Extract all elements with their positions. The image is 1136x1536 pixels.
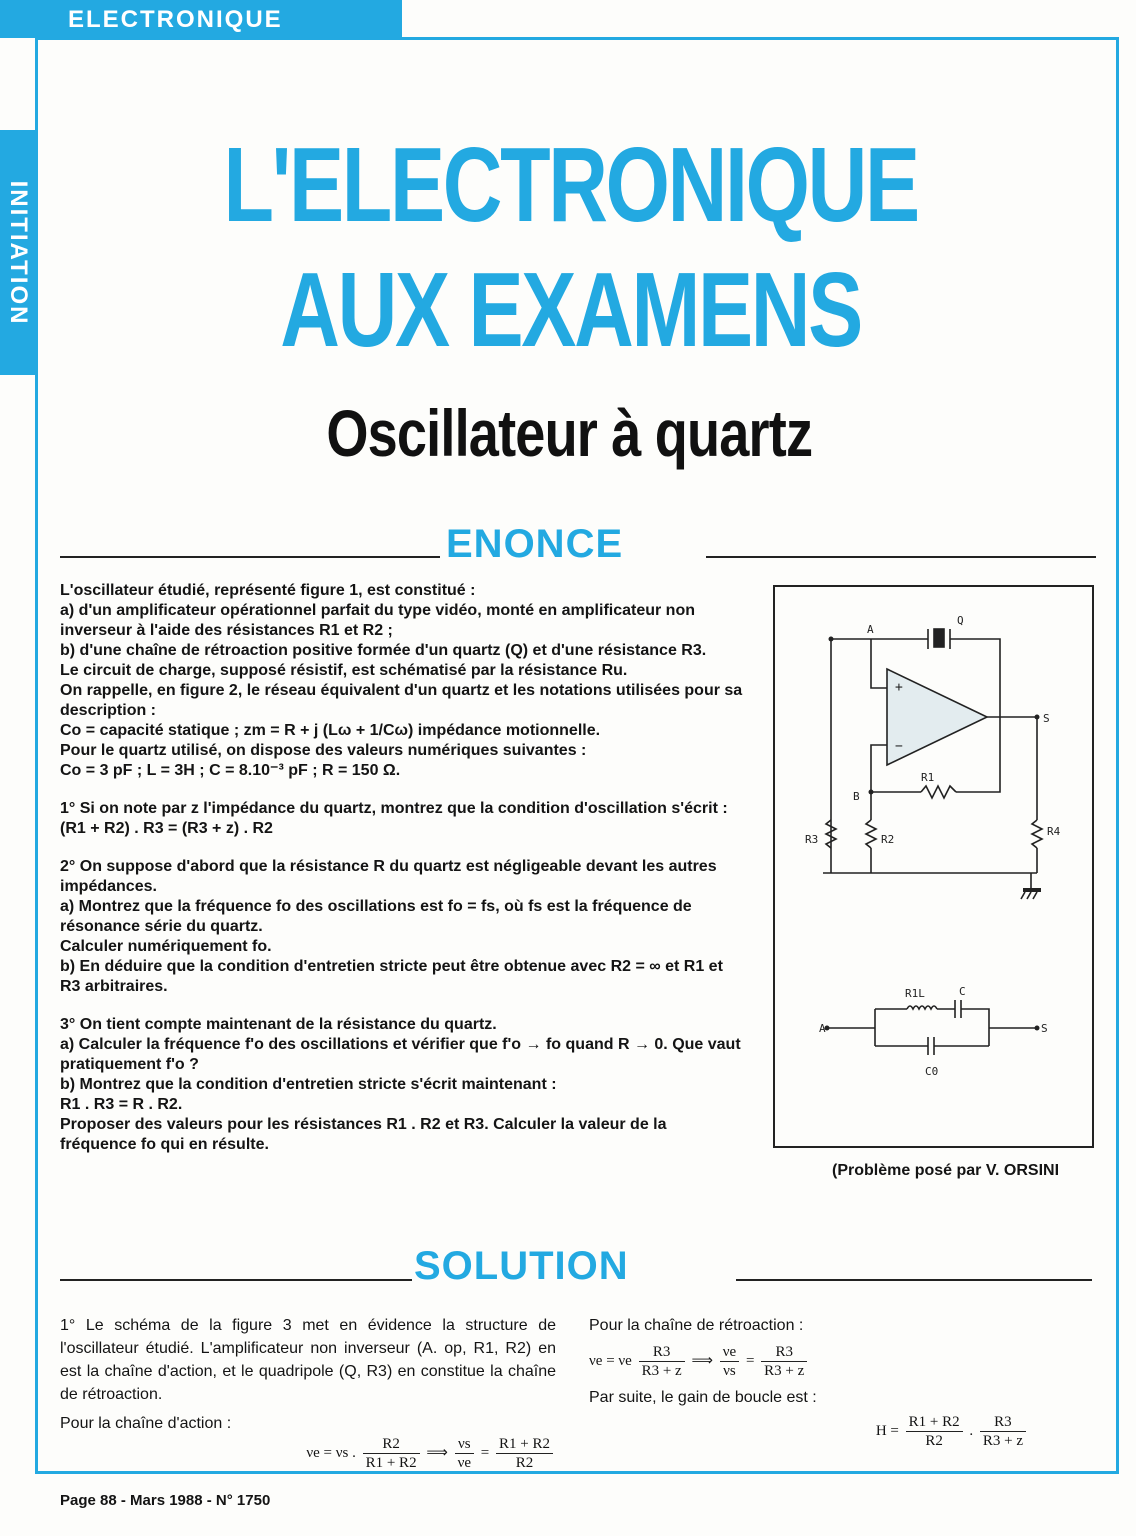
denominator: R2: [925, 1433, 943, 1449]
question-1: [60, 799, 743, 839]
problem-credit: (Problème posé par V. ORSINI: [832, 1162, 1060, 1179]
label-plus: +: [895, 680, 903, 695]
line: R1 . R3 = R . R2.: [60, 1096, 183, 1113]
label-q: Q: [957, 614, 964, 627]
label-quartz-s: S: [1041, 1022, 1048, 1035]
eq-lhs: νe = νs .: [306, 1444, 356, 1461]
equals-sign: =: [745, 1352, 755, 1369]
denominator: νs: [723, 1363, 736, 1379]
line: Proposer des valeurs pour les résistances R1 . R2 et R3. Calculer la valeur de la fréquence fo qui en résulte.: [60, 1116, 667, 1153]
line: Calculer numériquement fo.: [60, 938, 272, 955]
question-2: [60, 857, 743, 997]
label-r1: R1: [921, 771, 935, 784]
numerator: R1 + R2: [496, 1435, 553, 1454]
line: Co = 3 pF ; L = 3H ; C = 8.10⁻³ pF ; R = 150 Ω.: [60, 762, 401, 779]
equation-feedback: [589, 1343, 1089, 1380]
line: a) Montrez que la fréquence fo des oscillations est fo = fs, où fs est la fréquence de résonance série du quartz.: [60, 898, 692, 935]
fraction: [363, 1435, 420, 1472]
question-3: [60, 1015, 743, 1155]
numerator: R3: [639, 1343, 685, 1362]
denominator: R1 + R2: [365, 1455, 417, 1471]
label-r2: R2: [881, 833, 895, 846]
label-r1l: R1L: [905, 987, 925, 1000]
line: b) En déduire que la condition d'entretien stricte peut être obtenue avec R2 = ∞ et R1 et R3 arbitraires.: [60, 958, 723, 995]
fraction: [455, 1435, 474, 1472]
solution-left-column: [60, 1314, 556, 1472]
numerator: νe: [720, 1343, 739, 1362]
label-b: B: [853, 790, 860, 803]
fraction: [720, 1343, 739, 1380]
equation-loop-gain: [589, 1413, 1089, 1450]
label-s: S: [1043, 712, 1050, 725]
fraction: [496, 1435, 553, 1472]
fraction: [639, 1343, 685, 1380]
fraction: [906, 1413, 963, 1450]
title-line-2: AUX EXAMENS: [280, 251, 861, 369]
line: Pour le quartz utilisé, on dispose des valeurs numériques suivantes :: [60, 742, 587, 759]
line: 1° Si on note par z l'impédance du quartz, montrez que la condition d'oscillation s'écrit : (R1 + R2) . R3 = (R3 + z) . R2: [60, 800, 728, 837]
rule-right: [736, 1279, 1092, 1281]
label-c0: C0: [925, 1065, 939, 1078]
line: 3° On tient compte maintenant de la résistance du quartz.: [60, 1016, 497, 1033]
r1-zigzag: [921, 786, 956, 798]
label-minus: −: [895, 739, 903, 754]
denominator: R3 + z: [982, 1433, 1023, 1449]
line: b) d'une chaîne de rétroaction positive formée d'un quartz (Q) et d'une résistance R3.: [60, 642, 707, 659]
multiply-dot: .: [969, 1422, 974, 1439]
figure-box: [773, 585, 1094, 1148]
numerator: R2: [363, 1435, 420, 1454]
eq-lhs: νe = νe: [589, 1352, 632, 1369]
eq-lhs: H =: [875, 1422, 899, 1439]
solution-right-column: [589, 1314, 1089, 1450]
line: Le circuit de charge, supposé résistif, est schématisé par la résistance Ru.: [60, 662, 628, 679]
numerator: νs: [455, 1435, 474, 1454]
subtitle: Oscillateur à quartz: [326, 396, 813, 470]
denominator: R3 + z: [764, 1363, 805, 1379]
line: b) Montrez que la condition d'entretien stricte s'écrit maintenant :: [60, 1076, 557, 1093]
enonce-heading: ENONCE: [446, 522, 624, 566]
page-footer: Page 88 - Mars 1988 - N° 1750: [60, 1492, 271, 1509]
label-a: A: [867, 623, 874, 636]
fraction: [761, 1343, 807, 1380]
line: a) Calculer la fréquence f'o des oscillations et vérifier que f'o → fo quand R → 0. Que vaut pratiquement f'o ?: [60, 1036, 741, 1073]
rule-right: [706, 556, 1096, 558]
implies-arrow: ⟹: [426, 1444, 448, 1461]
equals-sign: =: [480, 1444, 490, 1461]
line: 2° On suppose d'abord que la résistance R du quartz est négligeable devant les autres impédances.: [60, 858, 717, 895]
solution-paragraph: 1° Le schéma de la figure 3 met en évidence la structure de l'oscillateur étudié. L'amplificateur non inverseur (A. op, R1, R2) en est la chaîne d'action, et le quadripole (Q, R3) en constitue la chaîne de rétroaction.: [60, 1317, 556, 1403]
denominator: R3 + z: [641, 1363, 682, 1379]
denominator: R2: [515, 1455, 534, 1471]
rule-left: [60, 556, 440, 558]
line: On rappelle, en figure 2, le réseau équivalent d'un quartz et les notations utilisées pour sa description :: [60, 682, 743, 719]
label-r3: R3: [805, 833, 819, 846]
label-quartz-a: A: [819, 1022, 826, 1035]
solution-paragraph: Pour la chaîne de rétroaction :: [589, 1317, 804, 1334]
title-line-1: L'ELECTRONIQUE: [223, 126, 918, 244]
implies-arrow: ⟹: [691, 1352, 713, 1369]
equation-action: [60, 1435, 556, 1472]
denominator: νe: [457, 1455, 472, 1471]
numerator: R3: [980, 1413, 1026, 1432]
line: L'oscillateur étudié, représenté figure 1, est constitué :: [60, 582, 476, 599]
solution-heading: SOLUTION: [414, 1244, 629, 1288]
fraction: [980, 1413, 1026, 1450]
label-r4: R4: [1047, 825, 1061, 838]
wire-minus: [871, 745, 887, 792]
rule-left: [60, 1279, 412, 1281]
enonce-body: [60, 581, 743, 1155]
label-c: C: [959, 985, 966, 998]
numerator: R1 + R2: [906, 1413, 963, 1432]
solution-paragraph: Par suite, le gain de boucle est :: [589, 1389, 817, 1406]
line: a) d'un amplificateur opérationnel parfait du type vidéo, monté en amplificateur non inverseur à l'aide des résistances R1 et R2 ;: [60, 602, 695, 639]
section-tab: ELECTRONIQUE: [0, 0, 402, 38]
side-tab-label: INITIATION: [5, 180, 32, 326]
solution-paragraph: Pour la chaîne d'action :: [60, 1415, 232, 1432]
line: Co = capacité statique ; zm = R + j (Lω + 1/Cω) impédance motionnelle.: [60, 722, 601, 739]
enonce-paragraph-intro: [60, 581, 743, 781]
circuit-diagrams: [775, 587, 1092, 1146]
r2-zigzag: [866, 820, 876, 848]
numerator: R3: [761, 1343, 807, 1362]
wire-plus: [871, 639, 887, 688]
r4-zigzag: [1032, 820, 1042, 848]
